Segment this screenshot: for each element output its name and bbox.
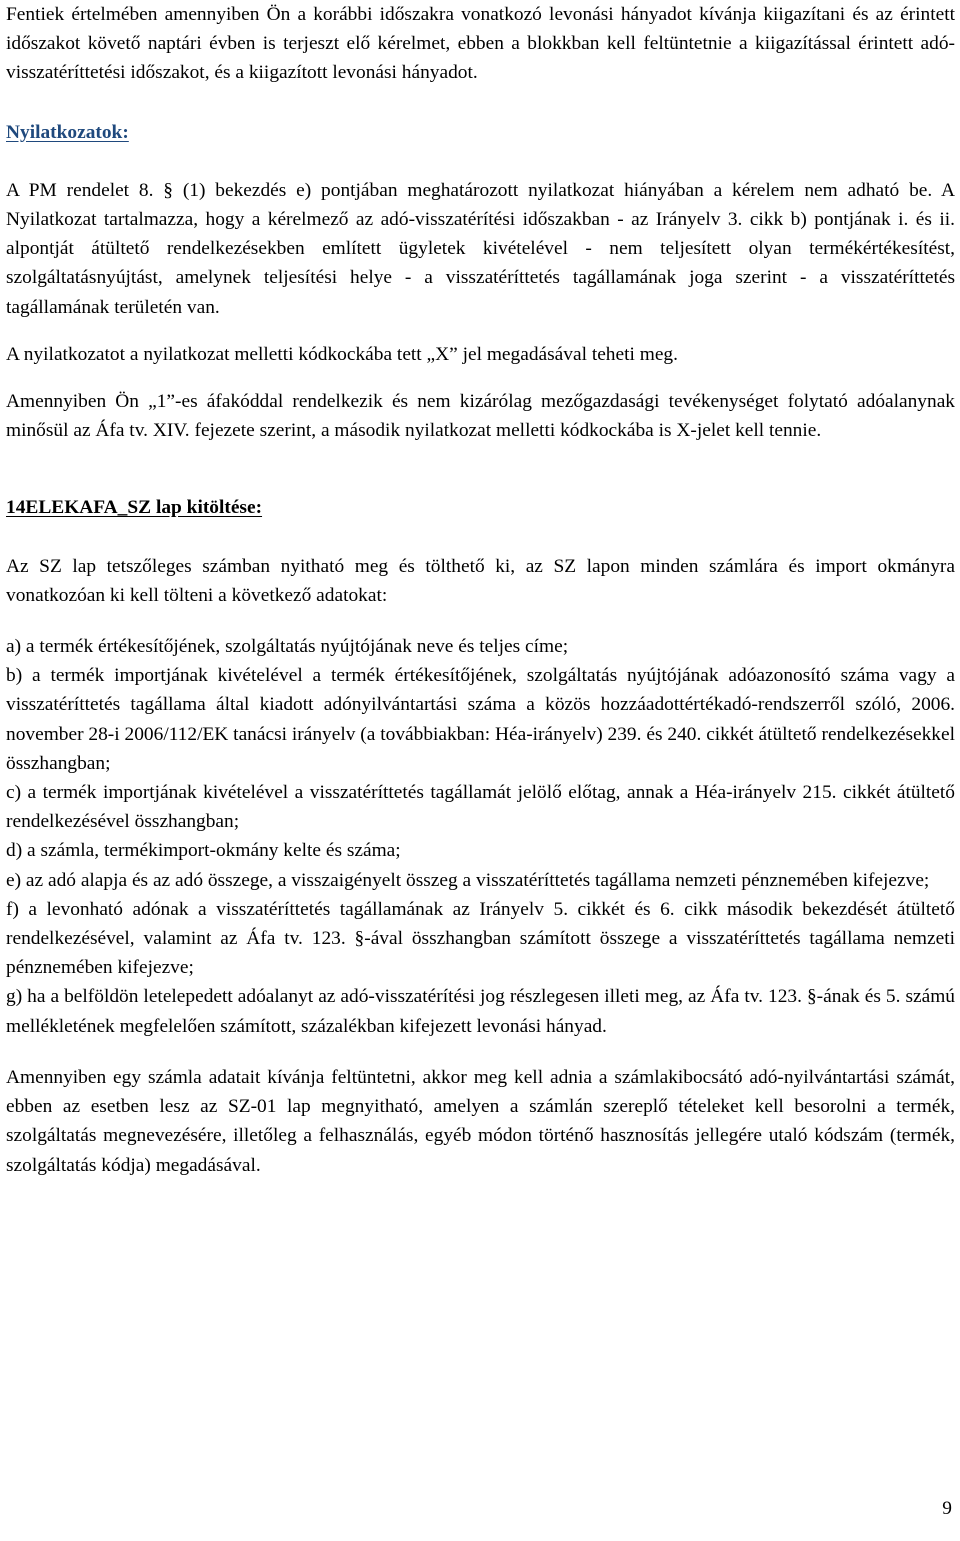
list-item: d) a számla, termékimport-okmány kelte és száma; — [6, 840, 401, 862]
list-item: c) a termék importjának kivételével a visszatéríttetés tagállamát jelölő előtag, annak a Héa-irányelv 215. cikkét átültető rendelkezésével összhangban; — [6, 782, 955, 833]
sz-section-heading: 14ELEKAFA_SZ lap kitöltése: — [6, 497, 263, 519]
declarations-heading: Nyilatkozatok: — [6, 121, 129, 143]
document-page — [6, 0, 955, 1180]
declarations-paragraph-2: A nyilatkozatot a nyilatkozat melletti kódkockába tett „X” jel megadásával teheti meg. — [6, 343, 678, 365]
sz-data-list — [6, 632, 955, 1041]
declarations-paragraph-1: A PM rendelet 8. § (1) bekezdés e) pontjában meghatározott nyilatkozat hiányában a kérelem nem adható be. A Nyilatkozat tartalmazza, hogy a kérelmező az adó-visszatérítési időszakban - az Irányelv 3. cikk b) pontjának i. és ii. alpontját átültető rendelkezésekben említett ügyletek kivételével - nem teljesített olyan termékértékesítést, szolgáltatásnyújtást, amelynek teljesítési helye - a visszatéríttetés tagállamának joga szerint - a visszatéríttetés tagállamának területén van. — [6, 179, 955, 318]
sz-section-intro: Az SZ lap tetszőleges számban nyitható meg és tölthető ki, az SZ lapon minden számlára és import okmányra vonatkozóan ki kell tölteni a következő adatokat: — [6, 555, 955, 606]
list-item: b) a termék importjának kivételével a termék értékesítőjének, szolgáltatás nyújtójának adóazonosító száma vagy a visszatéríttetés tagállama által kiadott adónyilvántartási száma a közös hozzáadottértékadó-rendszerről szóló, 2006. november 28-i 2006/112/EK tanácsi irányelv (a továbbiakban: Héa-irányelv) 239. és 240. cikkét átültető rendelkezésekkel összhangban; — [6, 665, 955, 774]
page-number: 9 — [942, 1498, 952, 1519]
intro-paragraph: Fentiek értelmében amennyiben Ön a korábbi időszakra vonatkozó levonási hányadot kívánja kiigazítani és az érintett időszakot követő naptári évben is terjeszt elő kérelmet, ebben a blokkban kell feltüntetnie a kiigazítással érintett adó-visszatéríttetési időszakot, és a kiigazított levonási hányadot. — [6, 4, 955, 84]
list-item: g) ha a belföldön letelepedett adóalanyt az adó-visszatérítési jog részlegesen illeti meg, az Áfa tv. 123. §-ának és 5. számú mellékletének megfelelően számított, százalékban kifejezett levonási hányad. — [6, 986, 955, 1037]
sz-section-closing: Amennyiben egy számla adatait kívánja feltüntetni, akkor meg kell adnia a számlakibocsátó adó-nyilvántartási számát, ebben az esetben lesz az SZ-01 lap megnyitható, amelyen a számlán szereplő tételeket kell besorolni a termék, szolgáltatás megnevezésére, illetőleg a felhasználás, egyéb módon történő hasznosítás jellegére utaló kódszám (termék, szolgáltatás kódja) megadásával. — [6, 1066, 955, 1176]
list-item: a) a termék értékesítőjének, szolgáltatás nyújtójának neve és teljes címe; — [6, 636, 569, 658]
declarations-paragraph-3: Amennyiben Ön „1”-es áfakóddal rendelkezik és nem kizárólag mezőgazdasági tevékenységet folytató adóalanynak minősül az Áfa tv. XIV. fejezete szerint, a második nyilatkozat melletti kódkockába is X-jelet kell tennie. — [6, 391, 955, 442]
list-item: f) a levonható adónak a visszatéríttetés tagállamának az Irányelv 5. cikkét és 6. cikk második bekezdését átültető rendelkezésével, valamint az Áfa tv. 123. §-ával összhangban számított összege a visszatéríttetés tagállama nemzeti pénznemében kifejezve; — [6, 898, 955, 979]
list-item: e) az adó alapja és az adó összege, a visszaigényelt összeg a visszatéríttetés tagállama nemzeti pénznemében kifejezve; — [6, 869, 930, 891]
